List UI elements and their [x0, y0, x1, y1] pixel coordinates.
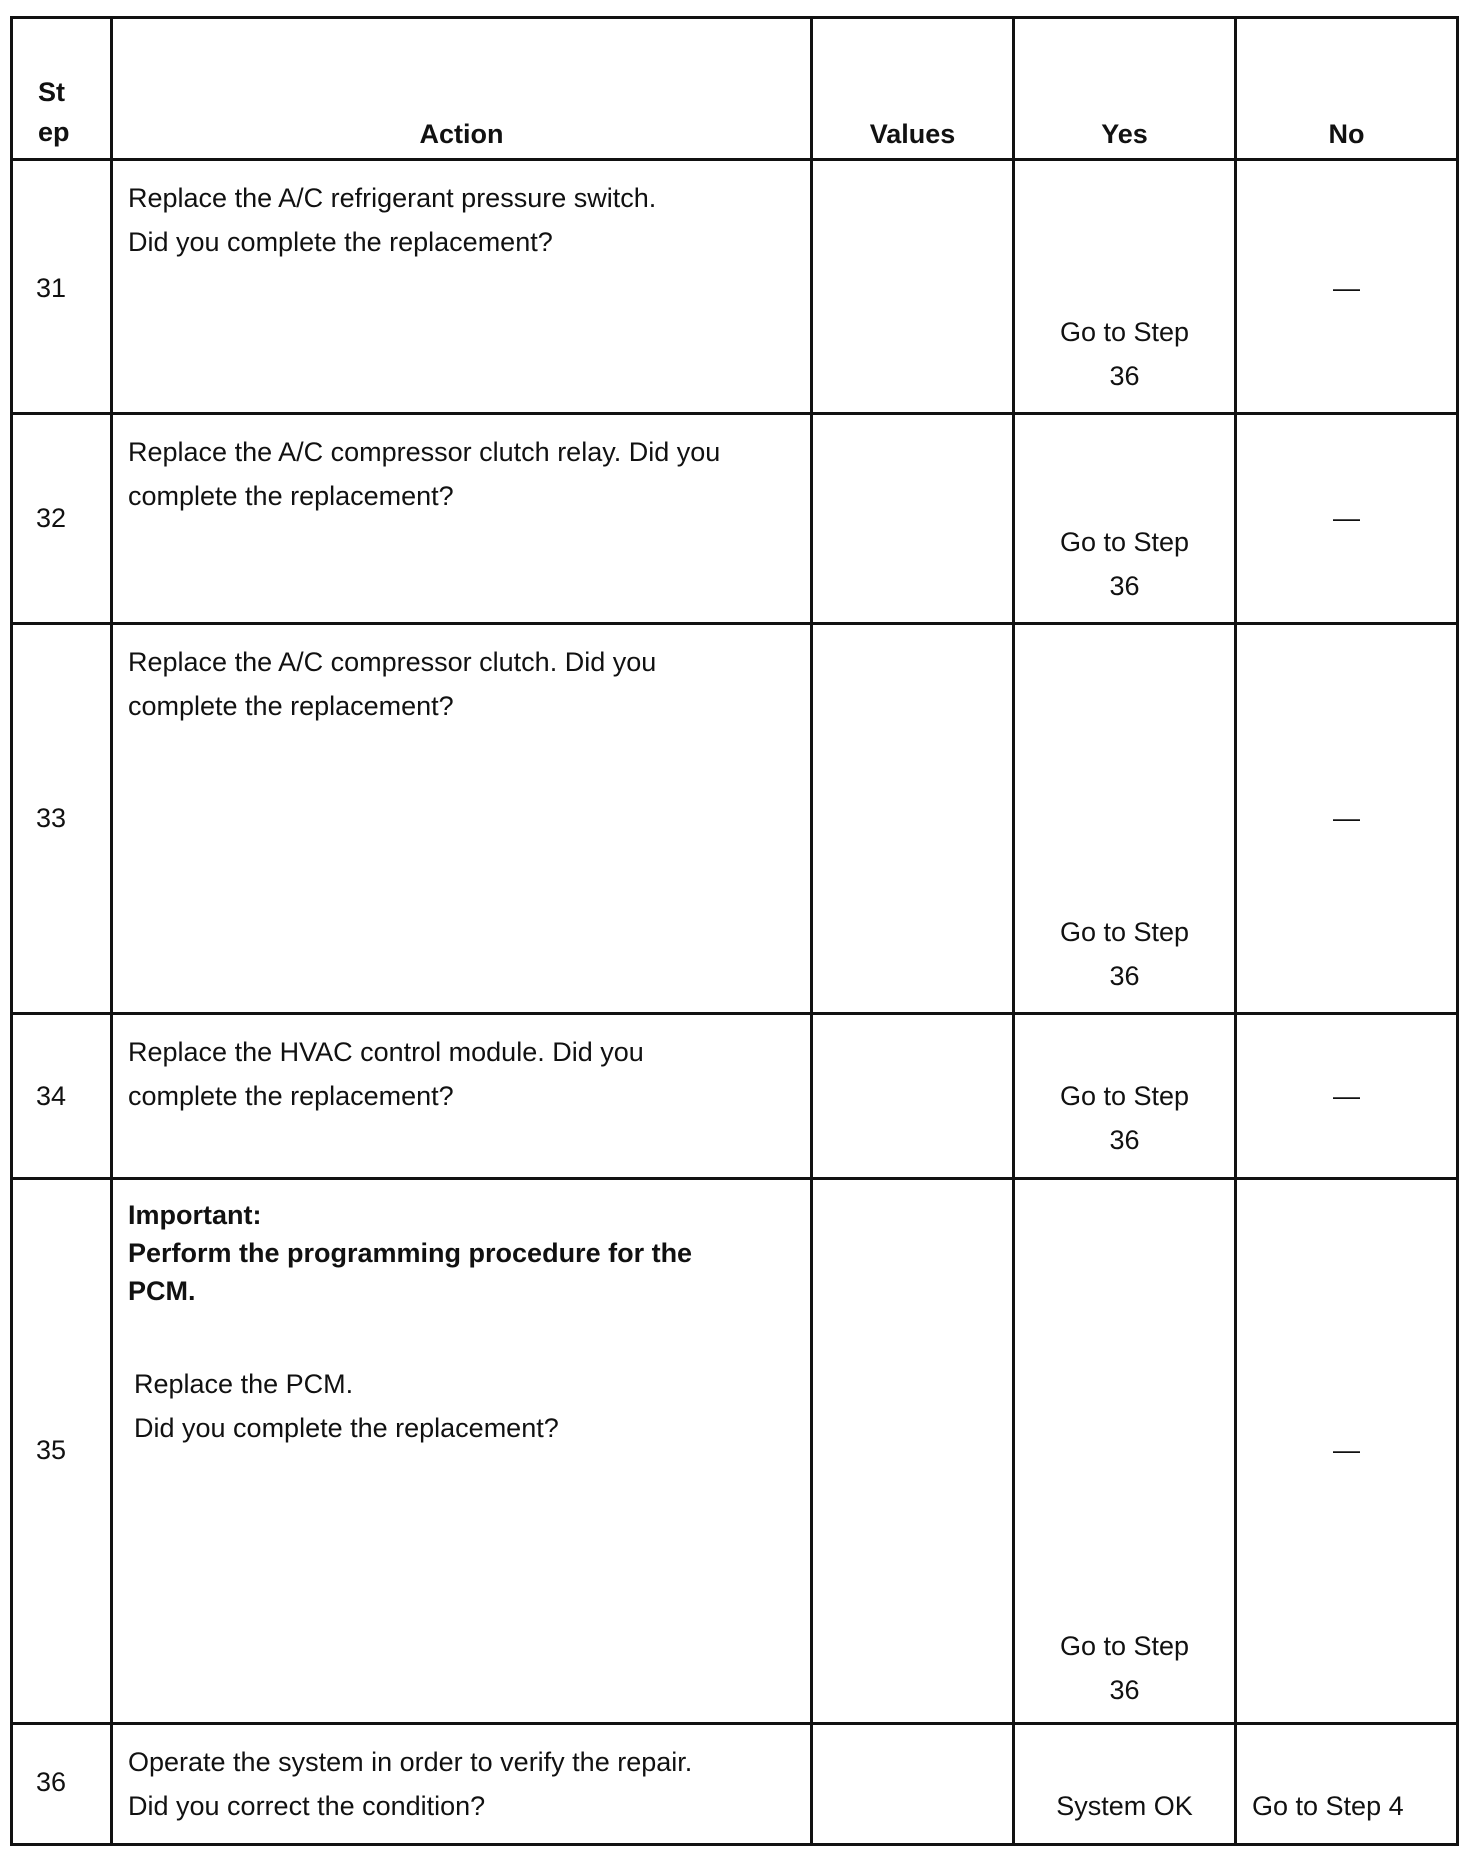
yes-result-line: 36: [1109, 1675, 1140, 1705]
action-line: Did you complete the replacement?: [134, 1413, 559, 1443]
row-divider: [10, 1177, 1459, 1180]
important-line: PCM.: [128, 1276, 196, 1306]
step-number: 33: [36, 803, 67, 833]
action-line: Did you complete the replacement?: [128, 227, 553, 257]
row-divider: [10, 412, 1459, 415]
row-divider: [10, 158, 1459, 161]
no-result: —: [1333, 1435, 1360, 1465]
yes-result-line: Go to Step: [1059, 917, 1190, 947]
action-text: [134, 1362, 559, 1450]
yes-result-line: Go to Step: [1059, 527, 1190, 557]
yes-result: [1015, 520, 1234, 608]
no-result: —: [1333, 503, 1360, 533]
header-no: No: [1328, 119, 1365, 149]
header-step-line: St: [38, 77, 65, 107]
header-action: Action: [419, 119, 504, 149]
no-result: —: [1333, 1081, 1360, 1111]
action-line: Replace the A/C compressor clutch relay. Did you: [128, 437, 721, 467]
yes-result-line: 36: [1109, 571, 1140, 601]
action-text: [128, 1740, 692, 1828]
header-values: Values: [869, 119, 956, 149]
yes-result: System OK: [1056, 1791, 1193, 1821]
action-text: [128, 430, 720, 518]
action-line: complete the replacement?: [128, 1081, 454, 1111]
action-text: [128, 1030, 644, 1118]
row-divider: [10, 1012, 1459, 1015]
table-border-bottom: [10, 1843, 1459, 1846]
yes-result-line: Go to Step: [1059, 1631, 1190, 1661]
yes-result: [1015, 1074, 1234, 1162]
header-step-line: ep: [38, 117, 70, 147]
yes-result: [1015, 310, 1234, 398]
yes-result-line: 36: [1109, 1125, 1140, 1155]
row-divider: [10, 622, 1459, 625]
column-divider: [110, 16, 113, 1846]
no-result: —: [1333, 273, 1360, 303]
action-line: complete the replacement?: [128, 691, 454, 721]
action-line: Replace the A/C compressor clutch. Did you: [128, 647, 657, 677]
yes-result: [1015, 910, 1234, 998]
action-text: [128, 176, 656, 264]
important-label: Important:: [128, 1200, 262, 1230]
yes-result-line: 36: [1109, 361, 1140, 391]
yes-result-line: Go to Step: [1059, 1081, 1190, 1111]
action-line: Operate the system in order to verify the repair.: [128, 1747, 693, 1777]
action-line: Did you correct the condition?: [128, 1791, 486, 1821]
column-divider: [1456, 16, 1459, 1846]
diagnostic-table: [10, 16, 1459, 1846]
important-note: [128, 1196, 692, 1310]
no-result: Go to Step 4: [1252, 1791, 1404, 1821]
header-step: [38, 72, 70, 152]
step-number: 35: [36, 1435, 67, 1465]
step-number: 32: [36, 503, 67, 533]
row-divider: [10, 1722, 1459, 1725]
no-result: —: [1333, 803, 1360, 833]
action-line: Replace the PCM.: [134, 1369, 354, 1399]
yes-result-line: Go to Step: [1059, 317, 1190, 347]
column-divider: [810, 16, 813, 1846]
action-line: Replace the HVAC control module. Did you: [128, 1037, 644, 1067]
yes-result-line: 36: [1109, 961, 1140, 991]
table-border-top: [10, 16, 1459, 19]
yes-result: [1015, 1624, 1234, 1712]
step-number: 34: [36, 1081, 67, 1111]
step-number: 31: [36, 273, 67, 303]
column-divider: [10, 16, 13, 1846]
action-text: [128, 640, 656, 728]
important-line: Perform the programming procedure for the: [128, 1238, 693, 1268]
action-line: complete the replacement?: [128, 481, 454, 511]
action-line: Replace the A/C refrigerant pressure switch.: [128, 183, 657, 213]
header-yes: Yes: [1101, 119, 1148, 149]
step-number: 36: [36, 1767, 67, 1797]
